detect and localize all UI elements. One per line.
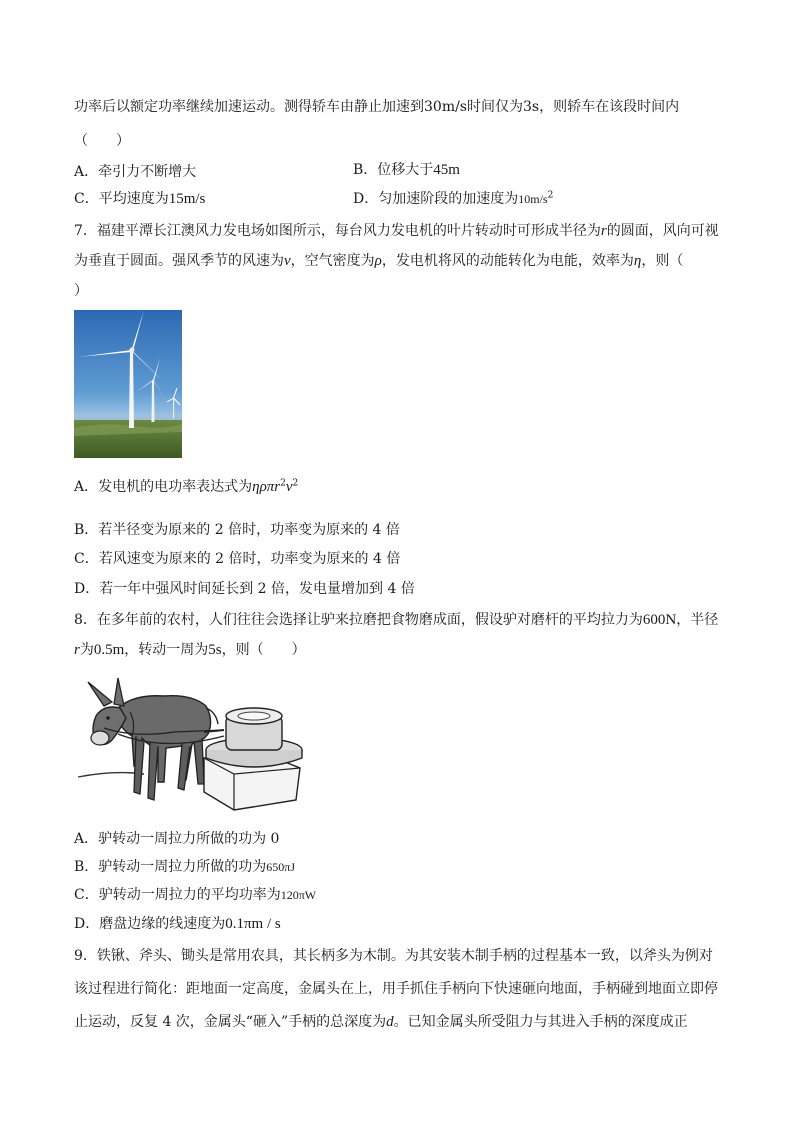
- q6-option-d-value: 10m/s: [518, 192, 548, 206]
- q6-option-a[interactable]: A．牵引力不断增大: [74, 164, 197, 180]
- q8-option-b-label: B．驴转动一周拉力所做的功为: [74, 859, 267, 875]
- q6-option-d[interactable]: [353, 190, 553, 208]
- q8-option-d[interactable]: [74, 915, 281, 933]
- q7-text: 的圆面，风向可视: [606, 223, 719, 239]
- q8-text: 8．在多年前的农村，人们往往会选择让驴来拉磨把食物磨成面，假设驴对磨杆的平均拉力为: [74, 612, 643, 628]
- q8-radius-value: 0.5m: [93, 642, 125, 658]
- q7-stem-line-3: ）: [74, 283, 88, 299]
- q6-option-d-exponent: 2: [547, 190, 554, 201]
- q6-stem-line: 功率后以额定功率继续加速运动。测得轿车由静止加速到30m/s时间仅为3s，则轿车在该段时间内: [74, 99, 680, 115]
- wind-turbine-photo: [74, 310, 182, 458]
- q6-option-c[interactable]: [74, 190, 205, 208]
- q8-force-value: 600N: [642, 612, 677, 628]
- q7-text: 为垂直于圆面。强风季节的风速为: [74, 253, 284, 269]
- q9-stem-line-1: 9．铁锹、斧头、锄头是常用农具，其长柄多为木制。为其安装木制手柄的过程基本一致，以斧头为例对: [74, 948, 713, 964]
- q7-option-d[interactable]: D．若一年中强风时间延长到 2 倍，发电量增加到 4 倍: [74, 581, 415, 597]
- q7-option-a[interactable]: [74, 478, 298, 496]
- q7-symbol-v: v: [284, 253, 291, 269]
- q6-answer-blank: （ ）: [74, 133, 130, 149]
- q9-text: 。已知金属头所受阻力与其进入手柄的深度成正: [393, 1014, 688, 1030]
- q8-option-b[interactable]: [74, 858, 295, 876]
- q7-text: 7．福建平潭长江澳风力发电场如图所示，每台风力发电机的叶片转动时可形成半径为: [74, 223, 601, 239]
- donkey-mill-drawing: [74, 672, 314, 820]
- q7-option-a-label: A．发电机的电功率表达式为: [74, 479, 253, 495]
- q7-formula-v: v: [285, 479, 293, 495]
- q8-stem-line-1: [74, 611, 718, 629]
- q6-option-c-value: 15m/s: [168, 191, 206, 207]
- q8-option-c[interactable]: [74, 886, 316, 904]
- q7-text: ，发电机将风的动能转化为电能，效率为: [381, 253, 634, 269]
- q9-stem-line-3: [74, 1013, 688, 1031]
- q8-text: ，转动一周为: [124, 642, 209, 658]
- q8-option-c-value: 120πW: [280, 888, 317, 902]
- q9-text: 止运动，反复 4 次，金属头“砸入”手柄的总深度为: [74, 1014, 387, 1030]
- q6-option-b-label: B．位移大于: [353, 162, 434, 178]
- q6-option-d-label: D．匀加速阶段的加速度为: [353, 191, 519, 207]
- q7-text: ，则（: [641, 253, 684, 269]
- q8-option-b-value: 650πJ: [266, 860, 296, 874]
- q7-option-b[interactable]: B．若半径变为原来的 2 倍时，功率变为原来的 4 倍: [74, 522, 400, 538]
- q8-option-c-label: C．驴转动一周拉力的平均功率为: [74, 887, 281, 903]
- q7-symbol-rho: ρ: [374, 253, 382, 269]
- q7-text: ，空气密度为: [290, 253, 375, 269]
- q8-period-value: 5s: [208, 642, 222, 658]
- q9-symbol-d: d: [386, 1014, 394, 1030]
- q7-stem-line-2: [74, 252, 683, 270]
- q8-option-a[interactable]: A．驴转动一周拉力所做的功为 0: [74, 831, 280, 847]
- q8-text: ，半径: [676, 612, 719, 628]
- q6-option-b-value: 45m: [433, 162, 460, 178]
- donkey-mill-illustration: [74, 672, 314, 820]
- q8-text: 为: [79, 642, 94, 658]
- q8-option-d-label: D．磨盘边缘的线速度为: [74, 916, 226, 932]
- q8-text: ，则（ ）: [221, 642, 306, 658]
- q8-symbol-r: r: [74, 642, 80, 658]
- q7-formula-exponent: 2: [280, 478, 286, 489]
- q7-formula: ηρπr: [252, 479, 281, 495]
- q7-symbol-eta: η: [633, 253, 642, 269]
- q7-option-c[interactable]: C．若风速变为原来的 2 倍时，功率变为原来的 4 倍: [74, 551, 401, 567]
- sea: [74, 414, 182, 420]
- q8-stem-line-2: [74, 641, 306, 659]
- wind-turbine-illustration: [74, 310, 182, 458]
- q6-option-b[interactable]: [353, 161, 460, 179]
- q6-option-c-label: C．平均速度为: [74, 191, 169, 207]
- millstone: [204, 708, 302, 810]
- q9-stem-line-2: 该过程进行简化：距地面一定高度，金属头在上，用手抓住手柄向下快速砸向地面，手柄碰到地面立即停: [74, 981, 718, 997]
- q7-stem-line-1: [74, 222, 719, 240]
- q7-formula-exponent: 2: [292, 478, 299, 489]
- q8-option-d-value: 0.1πm / s: [225, 916, 281, 932]
- q7-symbol-r: r: [600, 223, 607, 239]
